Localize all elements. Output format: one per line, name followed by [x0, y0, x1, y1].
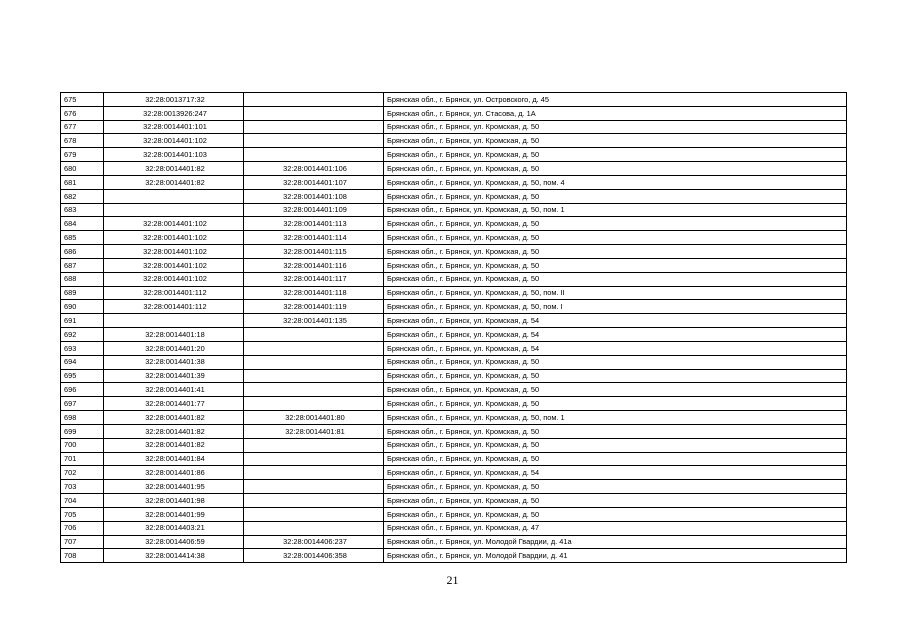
table-row: [61, 300, 847, 314]
table-row: [61, 134, 847, 148]
cadastral-number-cell: 32:28:0014401:82: [104, 175, 244, 189]
table-row: [61, 397, 847, 411]
cadastral-number-cell: 32:28:0014401:38: [104, 355, 244, 369]
table-row: [61, 341, 847, 355]
address-cell: Брянская обл., г. Брянск, ул. Кромская, д. 50: [384, 148, 847, 162]
table-row: [61, 217, 847, 231]
row-number-cell: 697: [61, 397, 104, 411]
object-cadastral-number-cell: [244, 93, 384, 107]
address-cell: Брянская обл., г. Брянск, ул. Молодой Гвардии, д. 41: [384, 549, 847, 563]
address-cell: Брянская обл., г. Брянск, ул. Кромская, д. 50: [384, 355, 847, 369]
object-cadastral-number-cell: [244, 397, 384, 411]
row-number-cell: 700: [61, 438, 104, 452]
table-row: [61, 383, 847, 397]
object-cadastral-number-cell: [244, 341, 384, 355]
address-cell: Брянская обл., г. Брянск, ул. Кромская, д. 50: [384, 162, 847, 176]
cadastral-number-cell: 32:28:0014401:86: [104, 466, 244, 480]
cadastral-number-cell: 32:28:0014401:98: [104, 494, 244, 508]
object-cadastral-number-cell: 32:28:0014401:118: [244, 286, 384, 300]
cadastral-number-cell: 32:28:0014401:102: [104, 231, 244, 245]
object-cadastral-number-cell: [244, 507, 384, 521]
address-cell: Брянская обл., г. Брянск, ул. Кромская, д. 54: [384, 341, 847, 355]
cadastral-number-cell: 32:28:0014401:112: [104, 300, 244, 314]
cadastral-number-cell: 32:28:0014401:82: [104, 411, 244, 425]
table-row: [61, 286, 847, 300]
registry-table-body: [61, 93, 847, 563]
cadastral-number-cell: 32:28:0014401:103: [104, 148, 244, 162]
object-cadastral-number-cell: 32:28:0014401:109: [244, 203, 384, 217]
row-number-cell: 691: [61, 314, 104, 328]
cadastral-number-cell: 32:28:0014401:112: [104, 286, 244, 300]
object-cadastral-number-cell: [244, 480, 384, 494]
row-number-cell: 690: [61, 300, 104, 314]
address-cell: Брянская обл., г. Брянск, ул. Островского, д. 45: [384, 93, 847, 107]
cadastral-number-cell: 32:28:0013926:247: [104, 106, 244, 120]
cadastral-number-cell: 32:28:0014401:18: [104, 328, 244, 342]
row-number-cell: 693: [61, 341, 104, 355]
cadastral-number-cell: 32:28:0014401:102: [104, 245, 244, 259]
table-row: [61, 411, 847, 425]
row-number-cell: 688: [61, 272, 104, 286]
row-number-cell: 677: [61, 120, 104, 134]
cadastral-number-cell: 32:28:0014401:102: [104, 272, 244, 286]
table-row: [61, 466, 847, 480]
cadastral-number-cell: 32:28:0014401:39: [104, 369, 244, 383]
address-cell: Брянская обл., г. Брянск, ул. Кромская, д. 47: [384, 521, 847, 535]
address-cell: Брянская обл., г. Брянск, ул. Стасова, д. 1А: [384, 106, 847, 120]
address-cell: Брянская обл., г. Брянск, ул. Кромская, д. 50: [384, 397, 847, 411]
table-row: [61, 203, 847, 217]
table-row: [61, 549, 847, 563]
cadastral-number-cell: 32:28:0014401:41: [104, 383, 244, 397]
cadastral-number-cell: 32:28:0014401:82: [104, 424, 244, 438]
object-cadastral-number-cell: [244, 383, 384, 397]
registry-table: [60, 92, 847, 563]
cadastral-number-cell: [104, 314, 244, 328]
table-row: [61, 106, 847, 120]
table-row: [61, 148, 847, 162]
object-cadastral-number-cell: [244, 438, 384, 452]
table-row: [61, 424, 847, 438]
address-cell: Брянская обл., г. Брянск, ул. Кромская, д. 50, пом. II: [384, 286, 847, 300]
table-row: [61, 258, 847, 272]
row-number-cell: 681: [61, 175, 104, 189]
object-cadastral-number-cell: 32:28:0014401:108: [244, 189, 384, 203]
address-cell: Брянская обл., г. Брянск, ул. Кромская, д. 50: [384, 272, 847, 286]
address-cell: Брянская обл., г. Брянск, ул. Кромская, д. 50: [384, 452, 847, 466]
row-number-cell: 707: [61, 535, 104, 549]
table-row: [61, 521, 847, 535]
address-cell: Брянская обл., г. Брянск, ул. Кромская, д. 50: [384, 369, 847, 383]
row-number-cell: 683: [61, 203, 104, 217]
table-row: [61, 175, 847, 189]
row-number-cell: 703: [61, 480, 104, 494]
cadastral-number-cell: 32:28:0014414:38: [104, 549, 244, 563]
address-cell: Брянская обл., г. Брянск, ул. Кромская, д. 50, пом. 1: [384, 203, 847, 217]
row-number-cell: 679: [61, 148, 104, 162]
table-row: [61, 355, 847, 369]
address-cell: Брянская обл., г. Брянск, ул. Кромская, д. 50: [384, 245, 847, 259]
object-cadastral-number-cell: 32:28:0014401:113: [244, 217, 384, 231]
object-cadastral-number-cell: [244, 452, 384, 466]
page-number: 21: [446, 573, 459, 587]
row-number-cell: 687: [61, 258, 104, 272]
object-cadastral-number-cell: 32:28:0014401:81: [244, 424, 384, 438]
row-number-cell: 701: [61, 452, 104, 466]
object-cadastral-number-cell: 32:28:0014401:116: [244, 258, 384, 272]
cadastral-number-cell: 32:28:0014401:77: [104, 397, 244, 411]
object-cadastral-number-cell: [244, 369, 384, 383]
object-cadastral-number-cell: 32:28:0014401:115: [244, 245, 384, 259]
cadastral-number-cell: 32:28:0014401:95: [104, 480, 244, 494]
table-row: [61, 272, 847, 286]
address-cell: Брянская обл., г. Брянск, ул. Кромская, д. 50: [384, 480, 847, 494]
table-row: [61, 480, 847, 494]
address-cell: Брянская обл., г. Брянск, ул. Кромская, д. 50: [384, 507, 847, 521]
table-row: [61, 452, 847, 466]
row-number-cell: 694: [61, 355, 104, 369]
row-number-cell: 686: [61, 245, 104, 259]
table-row: [61, 438, 847, 452]
cadastral-number-cell: [104, 203, 244, 217]
cadastral-number-cell: 32:28:0014403:21: [104, 521, 244, 535]
object-cadastral-number-cell: [244, 120, 384, 134]
table-row: [61, 245, 847, 259]
table-row: [61, 328, 847, 342]
table-row: [61, 314, 847, 328]
table-row: [61, 231, 847, 245]
row-number-cell: 698: [61, 411, 104, 425]
cadastral-number-cell: 32:28:0013717:32: [104, 93, 244, 107]
row-number-cell: 699: [61, 424, 104, 438]
row-number-cell: 689: [61, 286, 104, 300]
address-cell: Брянская обл., г. Брянск, ул. Кромская, д. 50, пом. I: [384, 300, 847, 314]
table-row: [61, 162, 847, 176]
cadastral-number-cell: 32:28:0014401:82: [104, 438, 244, 452]
row-number-cell: 705: [61, 507, 104, 521]
table-row: [61, 507, 847, 521]
address-cell: Брянская обл., г. Брянск, ул. Кромская, д. 50: [384, 438, 847, 452]
cadastral-number-cell: 32:28:0014401:102: [104, 134, 244, 148]
row-number-cell: 682: [61, 189, 104, 203]
row-number-cell: 704: [61, 494, 104, 508]
object-cadastral-number-cell: 32:28:0014406:237: [244, 535, 384, 549]
object-cadastral-number-cell: 32:28:0014401:135: [244, 314, 384, 328]
object-cadastral-number-cell: [244, 134, 384, 148]
row-number-cell: 695: [61, 369, 104, 383]
address-cell: Брянская обл., г. Брянск, ул. Кромская, д. 50: [384, 217, 847, 231]
row-number-cell: 702: [61, 466, 104, 480]
object-cadastral-number-cell: 32:28:0014401:119: [244, 300, 384, 314]
object-cadastral-number-cell: [244, 494, 384, 508]
row-number-cell: 678: [61, 134, 104, 148]
object-cadastral-number-cell: 32:28:0014406:358: [244, 549, 384, 563]
row-number-cell: 675: [61, 93, 104, 107]
address-cell: Брянская обл., г. Брянск, ул. Кромская, д. 50: [384, 424, 847, 438]
table-row: [61, 93, 847, 107]
table-row: [61, 494, 847, 508]
row-number-cell: 706: [61, 521, 104, 535]
object-cadastral-number-cell: 32:28:0014401:117: [244, 272, 384, 286]
address-cell: Брянская обл., г. Брянск, ул. Кромская, д. 50: [384, 120, 847, 134]
row-number-cell: 684: [61, 217, 104, 231]
cadastral-number-cell: 32:28:0014401:84: [104, 452, 244, 466]
object-cadastral-number-cell: 32:28:0014401:80: [244, 411, 384, 425]
row-number-cell: 696: [61, 383, 104, 397]
object-cadastral-number-cell: [244, 466, 384, 480]
row-number-cell: 685: [61, 231, 104, 245]
cadastral-number-cell: 32:28:0014401:82: [104, 162, 244, 176]
table-row: [61, 535, 847, 549]
object-cadastral-number-cell: 32:28:0014401:114: [244, 231, 384, 245]
object-cadastral-number-cell: [244, 106, 384, 120]
address-cell: Брянская обл., г. Брянск, ул. Кромская, д. 50: [384, 134, 847, 148]
table-row: [61, 369, 847, 383]
table-row: [61, 120, 847, 134]
cadastral-number-cell: 32:28:0014401:20: [104, 341, 244, 355]
address-cell: Брянская обл., г. Брянск, ул. Кромская, д. 54: [384, 328, 847, 342]
object-cadastral-number-cell: [244, 328, 384, 342]
object-cadastral-number-cell: [244, 148, 384, 162]
object-cadastral-number-cell: 32:28:0014401:107: [244, 175, 384, 189]
address-cell: Брянская обл., г. Брянск, ул. Кромская, д. 50, пом. 4: [384, 175, 847, 189]
address-cell: Брянская обл., г. Брянск, ул. Кромская, д. 50: [384, 494, 847, 508]
address-cell: Брянская обл., г. Брянск, ул. Кромская, д. 50: [384, 231, 847, 245]
address-cell: Брянская обл., г. Брянск, ул. Кромская, д. 50: [384, 189, 847, 203]
cadastral-number-cell: 32:28:0014406:59: [104, 535, 244, 549]
cadastral-number-cell: 32:28:0014401:102: [104, 258, 244, 272]
address-cell: Брянская обл., г. Брянск, ул. Кромская, д. 50: [384, 383, 847, 397]
cadastral-number-cell: 32:28:0014401:102: [104, 217, 244, 231]
address-cell: Брянская обл., г. Брянск, ул. Кромская, д. 50: [384, 258, 847, 272]
address-cell: Брянская обл., г. Брянск, ул. Кромская, д. 54: [384, 314, 847, 328]
row-number-cell: 676: [61, 106, 104, 120]
row-number-cell: 680: [61, 162, 104, 176]
address-cell: Брянская обл., г. Брянск, ул. Кромская, д. 54: [384, 466, 847, 480]
object-cadastral-number-cell: [244, 521, 384, 535]
cadastral-number-cell: 32:28:0014401:101: [104, 120, 244, 134]
address-cell: Брянская обл., г. Брянск, ул. Молодой Гвардии, д. 41а: [384, 535, 847, 549]
object-cadastral-number-cell: 32:28:0014401:106: [244, 162, 384, 176]
table-row: [61, 189, 847, 203]
row-number-cell: 708: [61, 549, 104, 563]
cadastral-number-cell: [104, 189, 244, 203]
object-cadastral-number-cell: [244, 355, 384, 369]
address-cell: Брянская обл., г. Брянск, ул. Кромская, д. 50, пом. 1: [384, 411, 847, 425]
row-number-cell: 692: [61, 328, 104, 342]
cadastral-number-cell: 32:28:0014401:99: [104, 507, 244, 521]
